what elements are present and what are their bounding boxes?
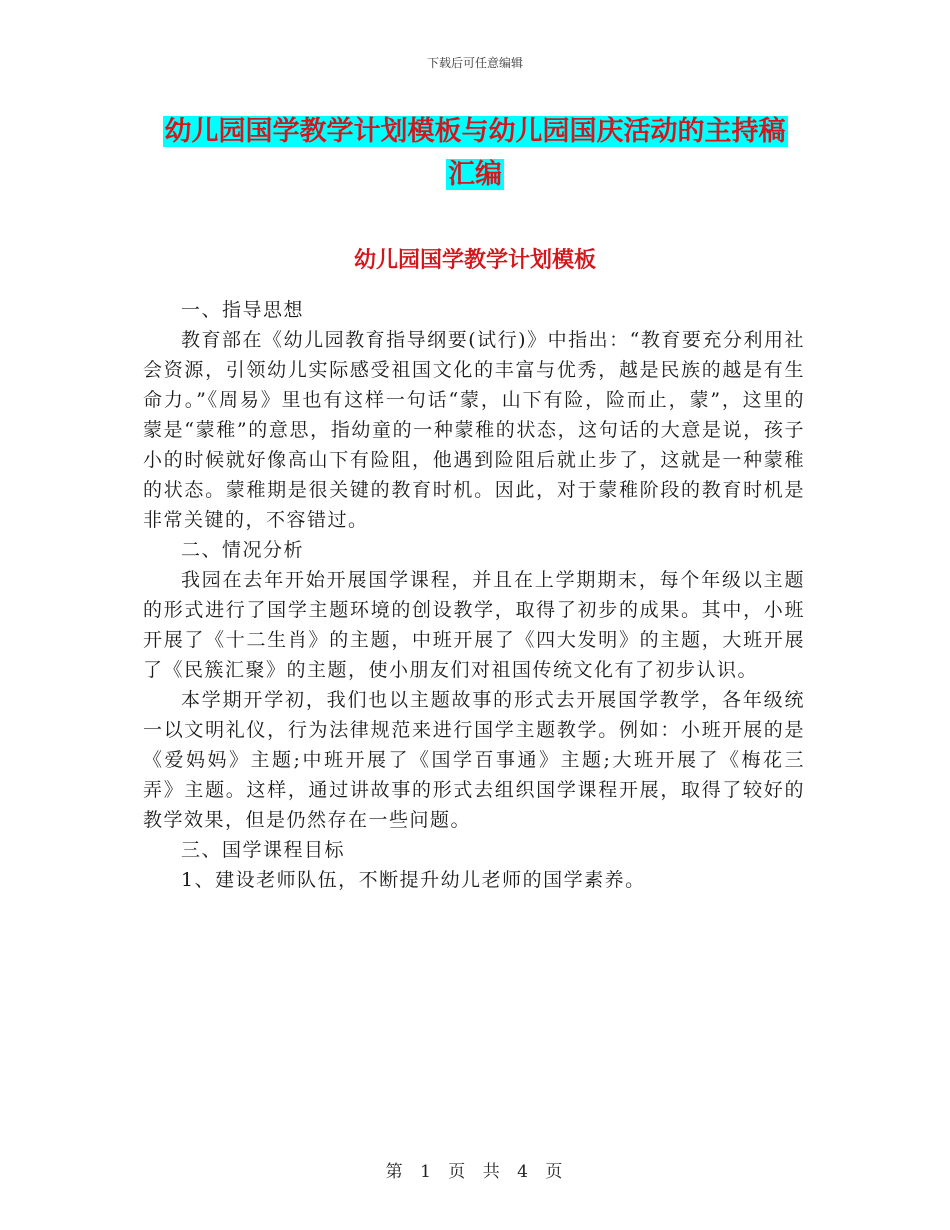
heading-guiding-thought: 一、指导思想 — [181, 299, 305, 321]
page-header: 下载后可任意编辑 — [426, 56, 523, 70]
paragraph: 本学期开学初，我们也以主题故事的形式去开展国学教学，各年级统一以文明礼仪，行为法律规范来进行国学主题教学。例如：小班开展的是《爱妈妈》主题;中班开展了《国学百事通》主题;大班开展了《梅花三弄》主题。这样，通过讲故事的形式去组织国学课程开展，取得了较好的教学效果，但是仍然存在一些问题。 — [143, 689, 805, 831]
document-title — [140, 110, 810, 196]
paragraph: 教育部在《幼儿园教育指导纲要(试行)》中指出：“教育要充分利用社会资源，引领幼儿实际感受祖国文化的丰富与优秀，越是民族的越是有生命力。”《周易》里也有这样一句话“蒙，山下有险，险而止，蒙”，这里的蒙是“蒙稚”的意思，指幼童的一种蒙稚的状态，这句话的大意是说，孩子小的时候就好像高山下有险阻，他遇到险阻后就止步了，这就是一种蒙稚的状态。蒙稚期是很关键的教育时机。因此，对于蒙稚阶段的教育时机是非常关键的，不容错过。 — [143, 329, 805, 531]
title-line-2: 汇编 — [448, 159, 502, 190]
paragraph: 我园在去年开始开展国学课程，并且在上学期期末，每个年级以主题的形式进行了国学主题环境的创设教学，取得了初步的成果。其中，小班开展了《十二生肖》的主题，中班开展了《四大发明》的主题，大班开展了《民簇汇聚》的主题，使小朋友们对祖国传统文化有了初步认识。 — [143, 569, 805, 681]
section-title: 幼儿园国学教学计划模板 — [353, 248, 596, 273]
heading-course-goals: 三、国学课程目标 — [181, 839, 346, 861]
paragraph: 1、建设老师队伍，不断提升幼儿老师的国学素养。 — [181, 869, 646, 891]
page-footer — [0, 1157, 950, 1182]
heading-situation-analysis: 二、情况分析 — [181, 539, 305, 561]
total-unit: 页 — [545, 1162, 565, 1182]
page-number: 1 — [420, 1162, 433, 1182]
document-body — [143, 295, 805, 895]
total-label: 共 — [482, 1162, 502, 1182]
total-pages: 4 — [517, 1162, 530, 1182]
page-label: 第 — [385, 1162, 405, 1182]
title-line-1: 幼儿园国学教学计划模板与幼儿园国庆活动的主持稿 — [164, 116, 786, 147]
page-unit: 页 — [448, 1162, 468, 1182]
